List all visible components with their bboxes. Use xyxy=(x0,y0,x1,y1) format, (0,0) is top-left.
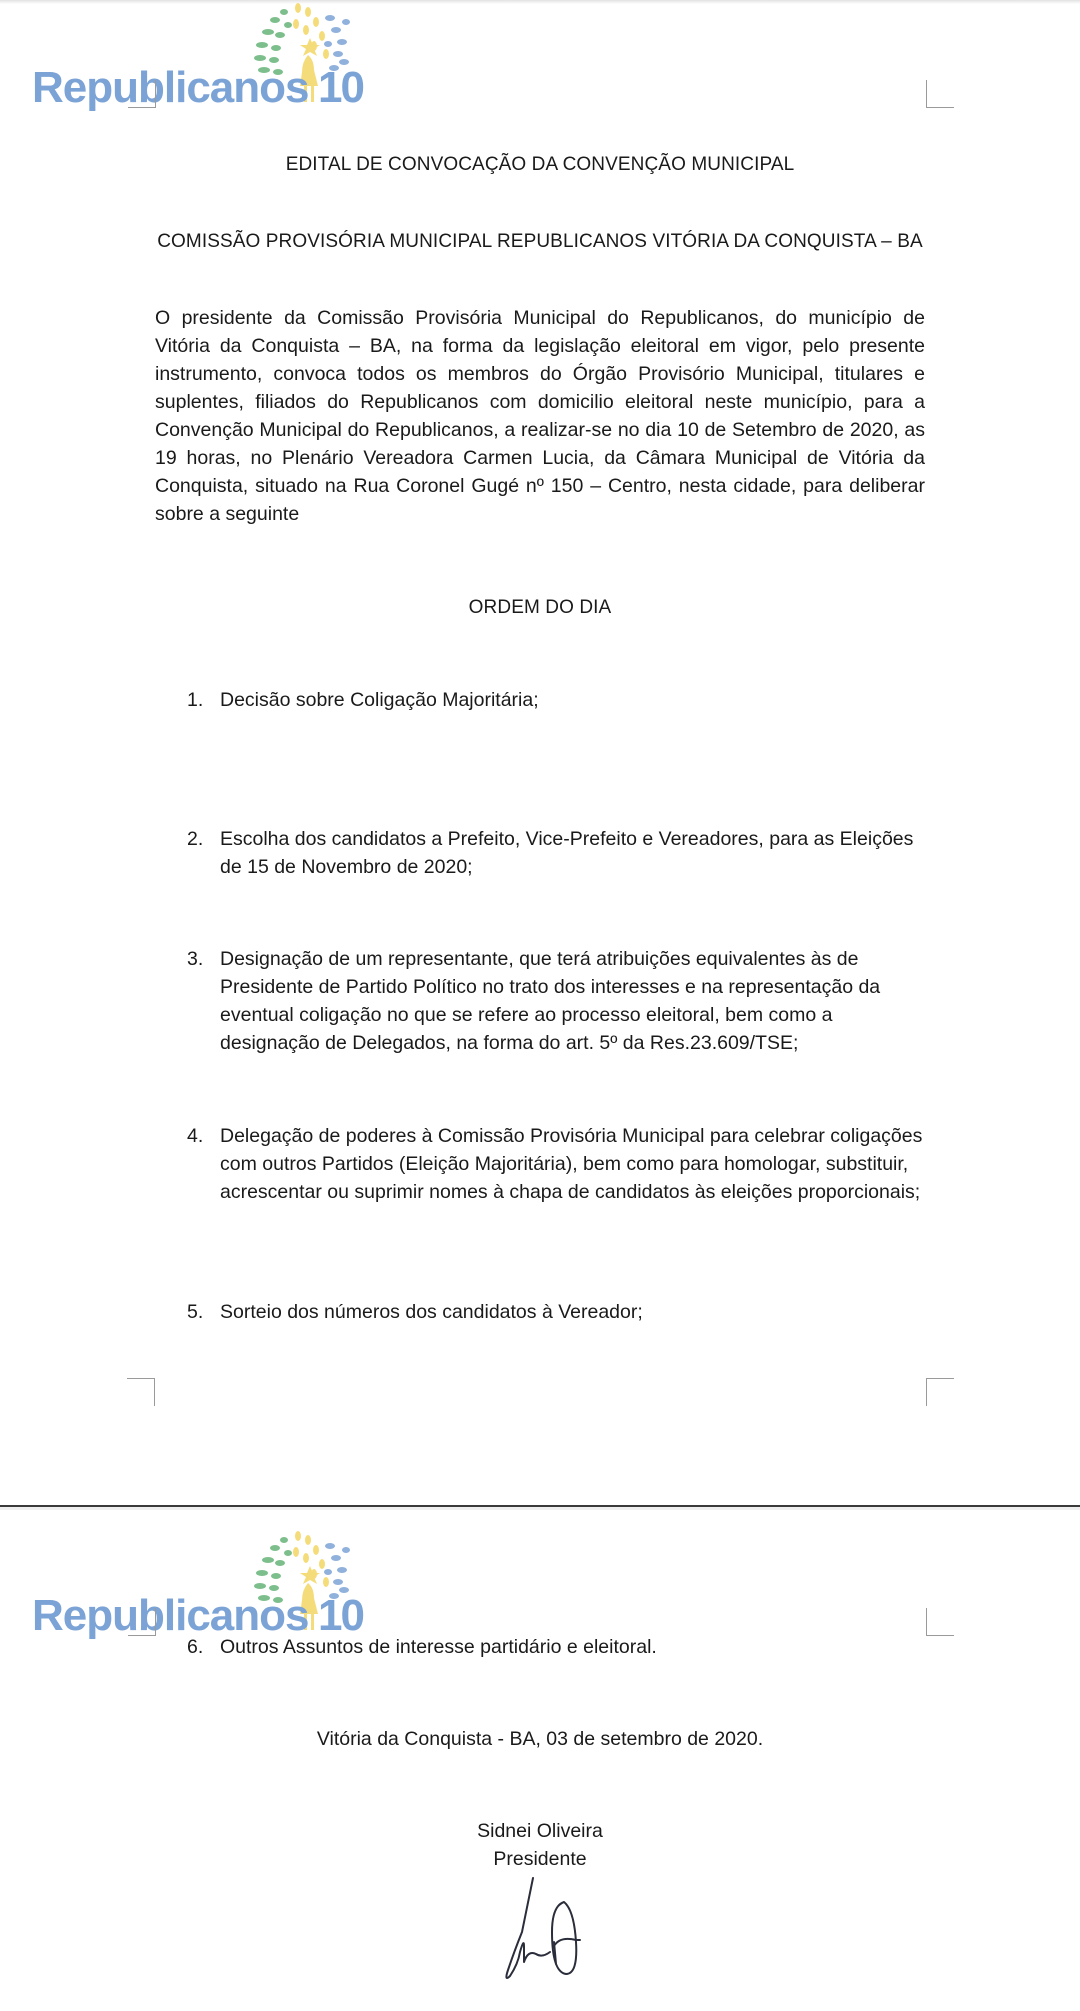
agenda-item-number: 4. xyxy=(187,1125,204,1147)
republicanos-logo-graphic xyxy=(30,1528,370,1646)
agenda-heading: ORDEM DO DIA xyxy=(468,597,612,618)
logo-wordmark: Republicanos xyxy=(32,63,309,112)
agenda-item-text: Delegação de poderes à Comissão Provisória Municipal para celebrar coligações com outros Partidos (Eleição Majoritária), bem como para homologar, substituir, acrescentar ou suprimir nomes à chapa de candidatos às eleições proporcionais; xyxy=(220,1125,923,1203)
intro-paragraph: O presidente da Comissão Provisória Municipal do Republicanos, do município de Vitória da Conquista – BA, na forma da legislação eleitoral em vigor, pelo presente instrumento, convoca todos os membros do Órgão Provisório Municipal, titulares e suplentes, filiados do Republicanos com domicilio eleitoral neste município, para a Convenção Municipal do Republicanos, a realizar-se no dia 10 de Setembro de 2020, as 19 horas, no Plenário Vereadora Carmen Lucia, da Câmara Municipal de Vitória da Conquista, situado na Rua Coronel Gugé nº 150 – Centro, nesta cidade, para deliberar sobre a seguinte xyxy=(155,307,925,525)
republicanos-logo xyxy=(30,1528,370,1646)
signature-icon xyxy=(480,1872,600,1987)
agenda-item-number: 2. xyxy=(187,828,204,850)
page-margin-corner-top-left xyxy=(128,80,156,108)
logo-number: 10 xyxy=(318,63,363,112)
republicanos-logo-graphic xyxy=(30,0,370,118)
agenda-item-number: 1. xyxy=(187,689,204,711)
signer-role: Presidente xyxy=(493,1848,587,1870)
page-margin-corner-top-left xyxy=(128,1608,156,1636)
page-margin-corner-bottom-left xyxy=(127,1378,155,1406)
agenda-item xyxy=(187,686,927,714)
agenda-item-number: 6. xyxy=(187,1636,204,1658)
page-margin-corner-top-right xyxy=(926,1608,954,1636)
agenda-item-text: Decisão sobre Coligação Majoritária; xyxy=(220,689,539,711)
agenda-item-text: Outros Assuntos de interesse partidário e eleitoral. xyxy=(220,1636,657,1658)
document-title: EDITAL DE CONVOCAÇÃO DA CONVENÇÃO MUNICIPAL xyxy=(285,154,795,175)
agenda-item xyxy=(187,945,927,1057)
page-margin-corner-bottom-right xyxy=(926,1378,954,1406)
page-margin-corner-top-right xyxy=(926,80,954,108)
agenda-item-text: Escolha dos candidatos a Prefeito, Vice-Prefeito e Vereadores, para as Eleições de 15 de Novembro de 2020; xyxy=(220,828,914,878)
logo-wordmark: Republicanos xyxy=(32,1591,309,1640)
document-subtitle: COMISSÃO PROVISÓRIA MUNICIPAL REPUBLICANOS VITÓRIA DA CONQUISTA – BA xyxy=(157,231,923,252)
republicanos-logo xyxy=(30,0,370,118)
agenda-item xyxy=(187,1298,927,1326)
agenda-item-number: 5. xyxy=(187,1301,204,1323)
agenda-item xyxy=(187,1633,927,1661)
agenda-item-number: 3. xyxy=(187,948,204,970)
agenda-item-text: Designação de um representante, que terá atribuições equivalentes às de Presidente de Partido Político no trato dos interesses e na representação da eventual coligação no que se refere ao processo eleitoral, bem como a designação de Delegados, na forma do art. 5º da Res.23.609/TSE; xyxy=(220,948,881,1054)
agenda-item xyxy=(187,1122,927,1206)
agenda-item-text: Sorteio dos números dos candidatos à Vereador; xyxy=(220,1301,643,1323)
logo-number: 10 xyxy=(318,1591,363,1640)
page-break-shadow xyxy=(0,1507,1080,1510)
signer-name: Sidnei Oliveira xyxy=(477,1820,603,1842)
place-and-date: Vitória da Conquista - BA, 03 de setembro de 2020. xyxy=(316,1728,764,1750)
agenda-item xyxy=(187,825,927,881)
